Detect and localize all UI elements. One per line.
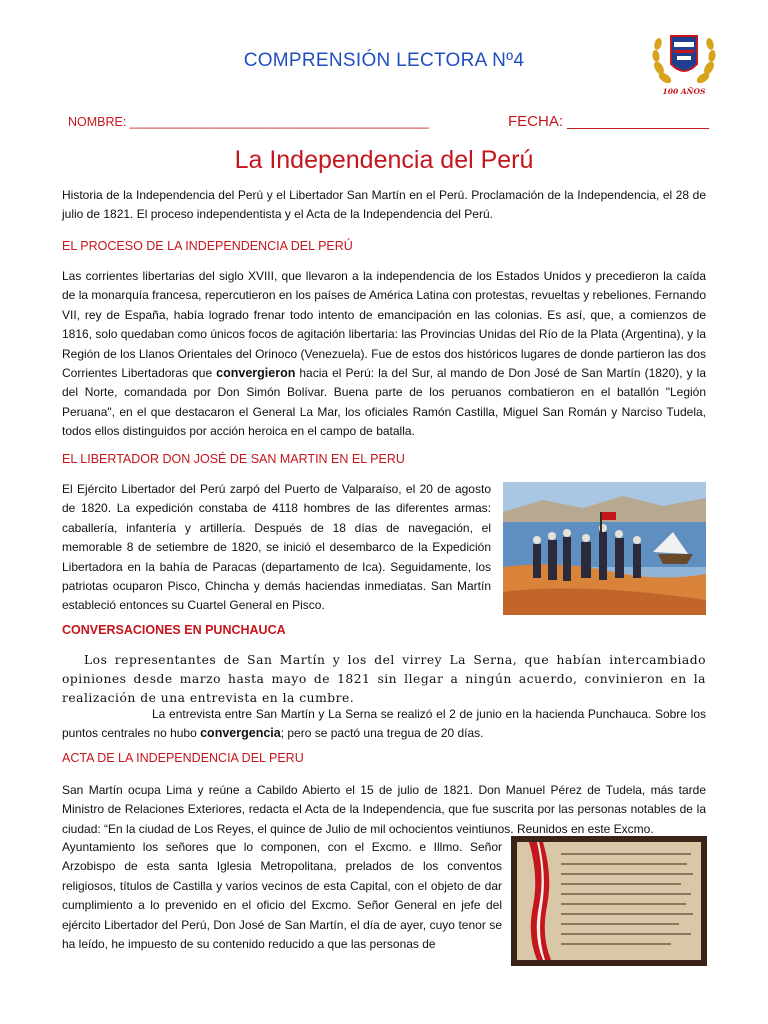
section-body-punchauca-a: Los representantes de San Martín y los del virrey La Serna, que habían intercambiado opiniones desde marzo hasta mayo de 1821 sin llegar a ningún acuerdo, convinieron en la realización de una entrevista en la cumbre. — [62, 653, 706, 705]
bold-term-convergencia: convergencia — [200, 726, 281, 741]
acta-document-image — [511, 836, 707, 966]
worksheet-title: COMPRENSIÓN LECTORA Nº4 — [243, 50, 525, 71]
section-body-proceso: Las corrientes libertarias del siglo XVIII, que llevaron a la independencia de los Estados Unidos y precedieron la caída de la monarquía francesa, repercutieron en los países de América Latina con protestas, revueltas y rebeliones. Fernando VII, rey de España, había logrado frenar todo intento de emancipación en las colonias. Es así, que, a comienzos de 1816, solo quedaban como únicos focos de agitación libertaria: las Provincias Unidas del Río de la Plata (Argentina), y la Región de los Llanos Orientales del Orinoco (Venezuela). Fue de estos dos históricos lugares de donde partieron las dos Corrientes Libertadoras que convergieron hacia el Perú: la del Sur, al mando de Don José de San Martín (1820), y la del Norte, comandada por Don Simón Bolívar. Buena parte de los peruanos combatieron en el batallón "Legión Peruana", en el que destacaron el General La Mar, los oficiales Ramón Castilla, Miguel San Román y Narciso Tudela, todos ellos distinguidos por acción heroica en el campo de batalla. — [62, 269, 706, 439]
section-body-libertador: El Ejército Libertador del Perú zarpó del Puerto de Valparaíso, el 20 de agosto de 1820. La expedición constaba de 4118 hombres de las diferentes armas: caballería, infantería y artillería. Después de 18 días de navegación, el memorable 8 de setiembre de 1820, se inició el desembarco de la Expedición Libertadora en la bahía de Paracas (departamento de Ica). Seguidamente, los patriotas ocuparon Pisco, Chincha y demás haciendas inmediatas. San Martín estableció entonces su Cuartel General en Pisco. — [62, 482, 491, 613]
section-heading-punchauca: CONVERSACIONES EN PUNCHAUCA — [62, 623, 286, 637]
section-heading-libertador: EL LIBERTADOR DON JOSÉ DE SAN MARTIN EN EL PERU — [62, 452, 405, 466]
intro-paragraph: Historia de la Independencia del Perú y el Libertador San Martín en el Perú. Proclamación de la Independencia, el 28 de julio de 1821. El proceso independentista y el Acta de la Independencia del Perú. — [62, 188, 706, 222]
bold-term-convergieron: convergieron — [216, 366, 296, 381]
school-crest-logo — [650, 28, 718, 100]
section-heading-proceso: EL PROCESO DE LA INDEPENDENCIA DEL PERÚ — [62, 239, 353, 253]
section-heading-acta: ACTA DE LA INDEPENDENCIA DEL PERU — [62, 751, 304, 765]
logo-caption: 100 AÑOS — [662, 87, 706, 96]
fecha-field: FECHA: _________________ — [508, 113, 709, 130]
desembarco-painting-image — [503, 482, 706, 615]
nombre-field: NOMBRE: ___________________________________________ — [68, 115, 429, 129]
section-body-acta-a: San Martín ocupa Lima y reúne a Cabildo Abierto el 15 de julio de 1821. Don Manuel Pérez de Tudela, más tarde Ministro de Relaciones Exteriores, redacta el Acta de la Independencia, que fue suscrita por las personas notables de la ciudad: “En la ciudad de Los Reyes, el quince de Julio de mil ochocientos veintiunos. Reunidos en este Excmo. — [62, 783, 706, 836]
section-body-acta-b: Ayuntamiento los señores que lo componen, con el Excmo. e Illmo. Señor Arzobispo de esta santa Iglesia Metropolitana, prelados de los conventos religiosos, títulos de Castilla y varios vecinos de esta Capital, con el objeto de dar cumplimiento a lo prevenido en el oficio del Excmo. Señor General en jefe del ejército Libertador del Perú, Don José de San Martín, el día de ayer, cuyo tenor se ha leído, he impuesto de su contenido reducido a que las personas de — [62, 840, 502, 952]
document-title: La Independencia del Perú — [234, 146, 534, 174]
section-body-punchauca-b: La entrevista entre San Martín y La Serna se realizó el 2 de junio en la hacienda Punchauca. Sobre los puntos centrales no hubo convergencia; pero se pactó una tregua de 20 días. — [62, 707, 706, 741]
